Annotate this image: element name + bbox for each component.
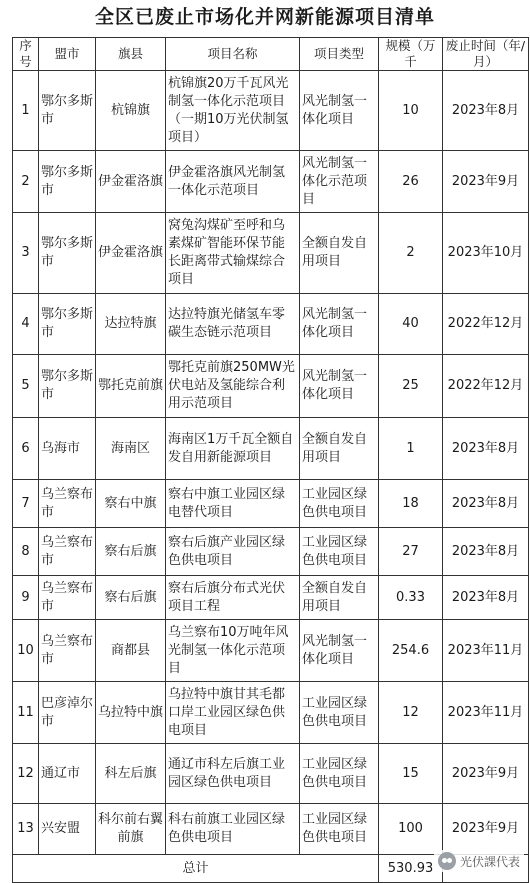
cell-league: 乌兰察布市 (39, 576, 96, 620)
cell-project: 伊金霍洛旗风光制氢一体化示范项目 (166, 151, 300, 213)
header-type: 项目类型 (300, 38, 379, 71)
cell-type: 工业园区绿色供电项目 (300, 480, 379, 528)
cell-scale: 40 (379, 294, 443, 355)
cell-type: 工业园区绿色供电项目 (300, 682, 379, 744)
cell-deadline: 2023年11月 (443, 620, 529, 682)
cell-banner: 察右后旗 (96, 528, 166, 576)
cell-league: 乌兰察布市 (39, 528, 96, 576)
table-row (13, 528, 529, 576)
cell-project: 察右后旗产业园区绿色供电项目 (166, 528, 300, 576)
cell-type: 工业园区绿色供电项目 (300, 804, 379, 855)
table-row (13, 620, 529, 682)
table-row (13, 480, 529, 528)
table-body (13, 71, 529, 883)
cell-seq: 13 (13, 804, 39, 855)
cell-deadline: 2023年9月 (443, 804, 529, 855)
cell-banner: 伊金霍洛旗 (96, 213, 166, 294)
table-row (13, 744, 529, 804)
cell-league: 巴彦淖尔市 (39, 682, 96, 744)
watermark-text: 光伏課代表 (459, 854, 520, 869)
project-table (12, 37, 529, 883)
cell-type: 全额自发自用项目 (300, 418, 379, 480)
cell-scale: 10 (379, 71, 443, 151)
cell-league: 乌海市 (39, 418, 96, 480)
cell-seq: 7 (13, 480, 39, 528)
cell-banner: 科尔前右翼前旗 (96, 804, 166, 855)
cell-type: 工业园区绿色供电项目 (300, 528, 379, 576)
cell-seq: 12 (13, 744, 39, 804)
cell-scale: 12 (379, 682, 443, 744)
cell-deadline: 2023年8月 (443, 418, 529, 480)
cell-seq: 3 (13, 213, 39, 294)
cell-project: 达拉特旗光储氢车零碳生态链示范项目 (166, 294, 300, 355)
cell-league: 鄂尔多斯市 (39, 213, 96, 294)
cell-type: 工业园区绿色供电项目 (300, 744, 379, 804)
cell-league: 兴安盟 (39, 804, 96, 855)
cell-seq: 11 (13, 682, 39, 744)
cell-deadline: 2023年9月 (443, 151, 529, 213)
cell-scale: 254.6 (379, 620, 443, 682)
cell-deadline: 2023年9月 (443, 744, 529, 804)
watermark (434, 850, 524, 872)
cell-deadline: 2022年12月 (443, 294, 529, 355)
table-row (13, 213, 529, 294)
cell-league: 乌兰察布市 (39, 620, 96, 682)
cell-type: 风光制氢一体化项目 (300, 71, 379, 151)
cell-type: 全额自发自用项目 (300, 213, 379, 294)
cell-banner: 察右中旗 (96, 480, 166, 528)
cell-scale: 15 (379, 744, 443, 804)
cell-league: 乌兰察布市 (39, 480, 96, 528)
cell-deadline: 2023年10月 (443, 213, 529, 294)
cell-type: 全额自发自用项目 (300, 576, 379, 620)
table-row (13, 294, 529, 355)
cell-deadline: 2023年8月 (443, 71, 529, 151)
cell-banner: 海南区 (96, 418, 166, 480)
cell-seq: 8 (13, 528, 39, 576)
cell-scale: 1 (379, 418, 443, 480)
cell-scale: 26 (379, 151, 443, 213)
page-title: 全区已废止市场化并网新能源项目清单 (94, 6, 435, 28)
cell-type: 风光制氢一体化示范项目 (300, 151, 379, 213)
wechat-logo-icon (438, 852, 456, 870)
cell-type: 风光制氢一体化项目 (300, 620, 379, 682)
cell-deadline: 2023年8月 (443, 528, 529, 576)
cell-scale: 2 (379, 213, 443, 294)
table-row (13, 151, 529, 213)
table-row (13, 804, 529, 855)
cell-banner: 杭锦旗 (96, 71, 166, 151)
cell-project: 乌拉特中旗甘其毛都口岸工业园区绿色供电项目 (166, 682, 300, 744)
cell-seq: 9 (13, 576, 39, 620)
header-scale: 规模（万千 (379, 38, 443, 71)
cell-deadline: 2023年11月 (443, 682, 529, 744)
cell-league: 鄂尔多斯市 (39, 355, 96, 418)
cell-banner: 察右后旗 (96, 576, 166, 620)
table-row (13, 418, 529, 480)
cell-banner: 鄂托克前旗 (96, 355, 166, 418)
cell-project: 察右后旗分布式光伏项目工程 (166, 576, 300, 620)
header-deadline: 废止时间（年/月） (443, 38, 529, 71)
cell-seq: 1 (13, 71, 39, 151)
table-header-row (13, 38, 529, 71)
cell-project: 鄂托克前旗250MW光伏电站及氢能综合利用示范项目 (166, 355, 300, 418)
total-label: 总计 (13, 855, 379, 883)
table-row (13, 576, 529, 620)
cell-league: 通辽市 (39, 744, 96, 804)
table-row (13, 71, 529, 151)
cell-scale: 0.33 (379, 576, 443, 620)
cell-project: 乌兰察布10万吨年风光制氢一体化示范项目 (166, 620, 300, 682)
cell-project: 通辽市科左后旗工业园区绿色供电项目 (166, 744, 300, 804)
table-row (13, 682, 529, 744)
cell-project: 窝兔沟煤矿至呼和乌素煤矿智能环保节能长距离带式输煤综合项目 (166, 213, 300, 294)
cell-deadline: 2023年8月 (443, 480, 529, 528)
header-banner: 旗县 (96, 38, 166, 71)
header-seq: 序号 (13, 38, 39, 71)
cell-banner: 科左后旗 (96, 744, 166, 804)
cell-type: 风光制氢一体化项目 (300, 355, 379, 418)
cell-league: 鄂尔多斯市 (39, 294, 96, 355)
cell-seq: 4 (13, 294, 39, 355)
cell-project: 科右前旗工业园区绿色供电项目 (166, 804, 300, 855)
total-value: 530.93 (379, 855, 443, 883)
header-league: 盟市 (39, 38, 96, 71)
cell-scale: 27 (379, 528, 443, 576)
cell-banner: 乌拉特中旗 (96, 682, 166, 744)
cell-deadline: 2022年12月 (443, 355, 529, 418)
cell-scale: 25 (379, 355, 443, 418)
table-row (13, 355, 529, 418)
cell-banner: 达拉特旗 (96, 294, 166, 355)
cell-scale: 100 (379, 804, 443, 855)
cell-league: 鄂尔多斯市 (39, 71, 96, 151)
cell-scale: 18 (379, 480, 443, 528)
cell-league: 鄂尔多斯市 (39, 151, 96, 213)
cell-seq: 2 (13, 151, 39, 213)
cell-type: 风光制氢一体化项目 (300, 294, 379, 355)
cell-seq: 5 (13, 355, 39, 418)
cell-project: 海南区1万千瓦全额自发自用新能源项目 (166, 418, 300, 480)
cell-seq: 10 (13, 620, 39, 682)
header-project: 项目名称 (166, 38, 300, 71)
cell-banner: 伊金霍洛旗 (96, 151, 166, 213)
cell-banner: 商都县 (96, 620, 166, 682)
cell-project: 察右中旗工业园区绿电替代项目 (166, 480, 300, 528)
cell-project: 杭锦旗20万千瓦风光制氢一体化示范项目（一期10万光伏制氢项目） (166, 71, 300, 151)
cell-deadline: 2023年8月 (443, 576, 529, 620)
cell-seq: 6 (13, 418, 39, 480)
